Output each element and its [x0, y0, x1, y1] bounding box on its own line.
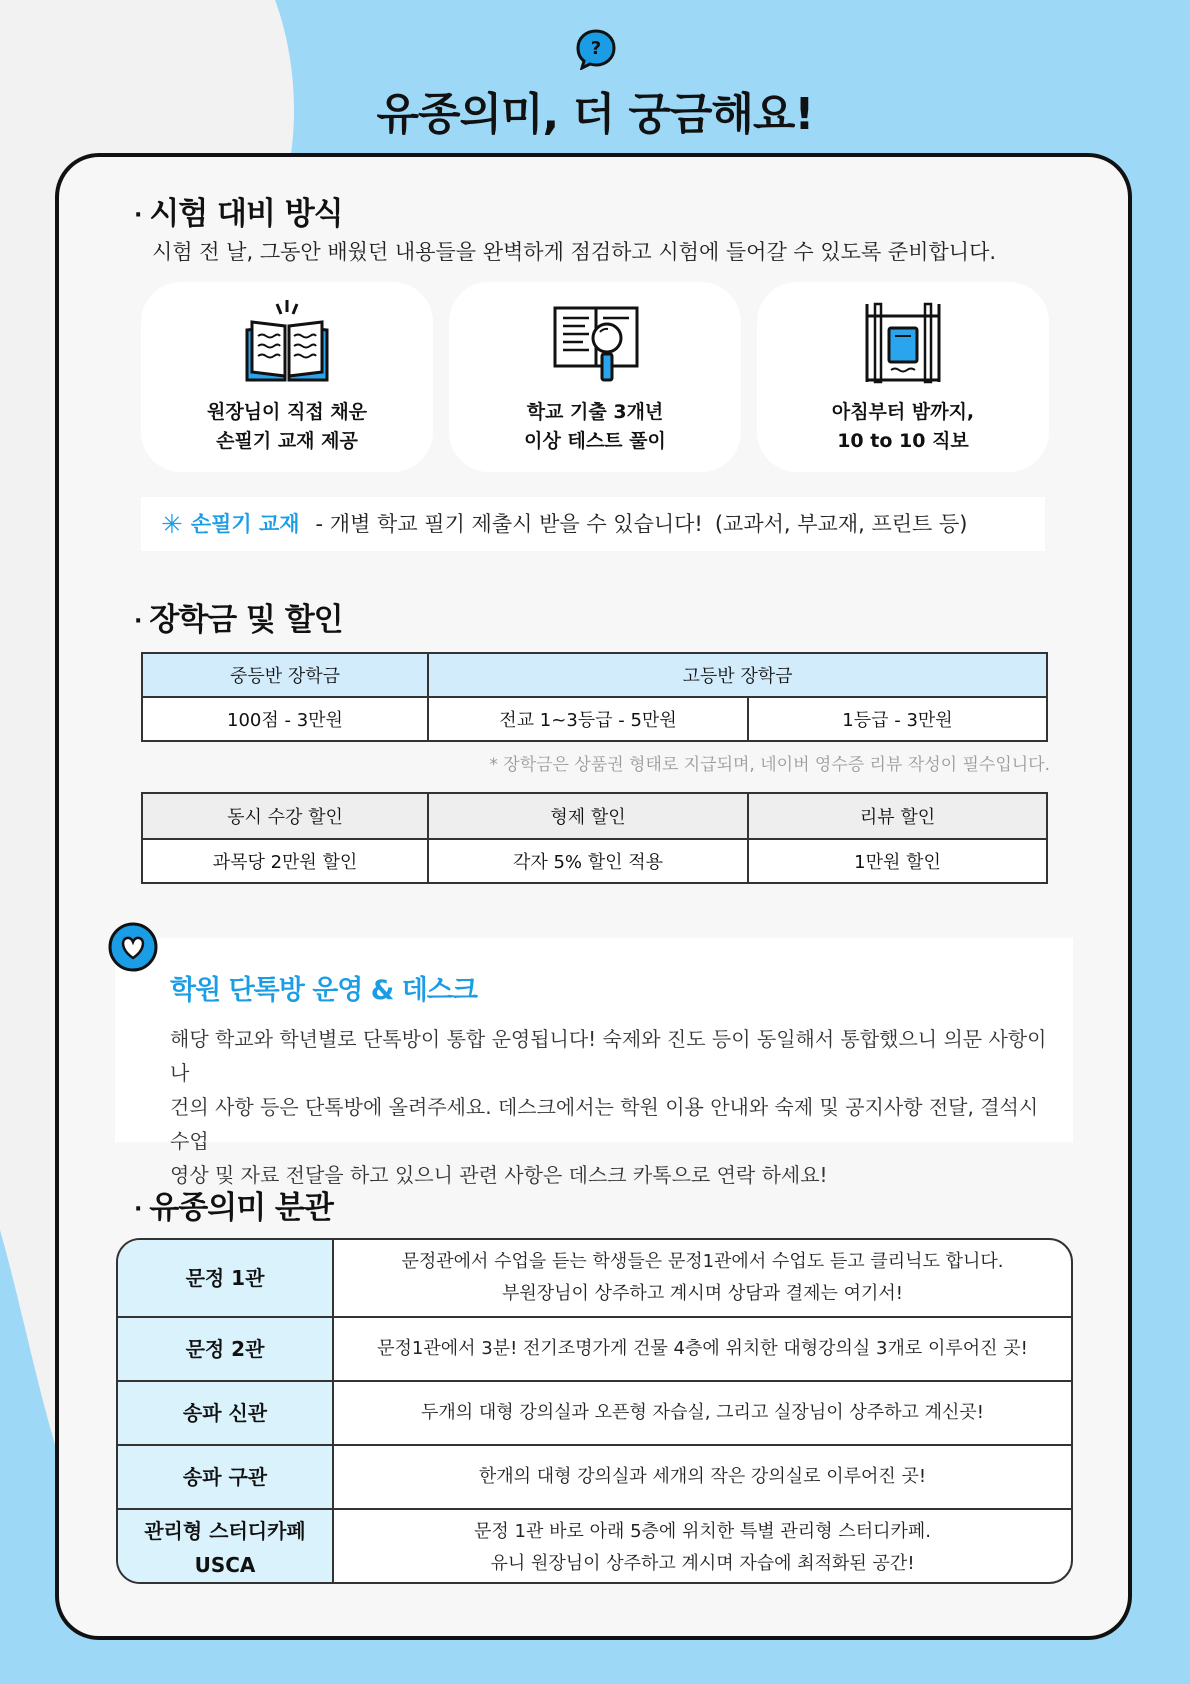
prep-section-title: · 시험 대비 방식 — [134, 196, 343, 232]
feature-card-notebook — [141, 282, 433, 472]
feature-2-line2: 이상 테스트 풀이 — [524, 430, 666, 452]
discount-value-concurrent: 과목당 2만원 할인 — [142, 839, 428, 883]
notebook-note — [141, 497, 1045, 551]
feature-card-study-hours — [757, 282, 1049, 472]
feature-1-line2: 손필기 교재 제공 — [216, 430, 358, 452]
branch-desc: 한개의 대형 강의실과 세개의 작은 강의실로 이루어진 곳! — [478, 1466, 927, 1487]
branch-name: 문정 1관 — [118, 1240, 334, 1316]
branch-row — [118, 1444, 1071, 1508]
heart-icon — [107, 921, 159, 973]
desk-body — [170, 1022, 1050, 1192]
branch-name: 송파 구관 — [118, 1446, 334, 1508]
desk-body-line3: 영상 및 자료 전달을 하고 있으니 관련 사항은 데스크 카톡으로 연락 하세요! — [170, 1163, 828, 1187]
branch-row — [118, 1240, 1071, 1316]
header-middle-school: 중등반 장학금 — [142, 653, 428, 697]
desk-title: 학원 단톡방 운영 & 데스크 — [170, 975, 477, 1006]
branch-name: 관리형 스터디카페 USCA — [118, 1510, 334, 1584]
note-text: - 개별 학교 필기 제출시 받을 수 있습니다! — [315, 512, 703, 536]
note-highlight: 손필기 교재 — [190, 512, 300, 536]
high-school-value-2: 1등급 - 3만원 — [748, 697, 1047, 741]
scholarship-section-title: · 장학금 및 할인 — [134, 602, 343, 638]
discount-value-review: 1만원 할인 — [748, 839, 1047, 883]
scholarship-table — [141, 652, 1048, 742]
discount-table — [141, 792, 1048, 884]
branch-desc: 문정1관에서 3분! 전기조명가게 건물 4층에 위치한 대형강의실 3개로 이루어진 곳! — [377, 1338, 1028, 1359]
branches-section-title: · 유종의미 분관 — [134, 1190, 333, 1226]
feature-2-line1: 학교 기출 3개년 — [526, 401, 664, 423]
feature-3-line2: 10 to 10 직보 — [837, 430, 969, 452]
feature-1-line1: 원장님이 직접 채운 — [206, 401, 368, 423]
branch-row — [118, 1508, 1071, 1584]
question-bubble-icon — [575, 28, 617, 70]
branches-table — [116, 1238, 1073, 1584]
feature-3-line1: 아침부터 밤까지, — [831, 401, 975, 423]
branch-desc: 문정 1관 바로 아래 5층에 위치한 특별 관리형 스터디카페. 유니 원장님이 상주하고 계시며 자습에 최적화된 공간! — [474, 1521, 931, 1574]
branch-desc: 문정관에서 수업을 듣는 학생들은 문정1관에서 수업도 듣고 클리닉도 합니다. 부원장님이 상주하고 계시며 상담과 결제는 여기서! — [401, 1251, 1004, 1304]
discount-header-sibling: 형제 할인 — [428, 793, 748, 839]
question-mark: ? — [590, 38, 602, 59]
branch-desc: 두개의 대형 강의실과 오픈형 자습실, 그리고 실장님이 상주하고 계신곳! — [421, 1402, 984, 1423]
high-school-value-1: 전교 1~3등급 - 5만원 — [428, 697, 748, 741]
desk-body-line2: 건의 사항 등은 단톡방에 올려주세요. 데스크에서는 학원 이용 안내와 숙제 및 공지사항 전달, 결석시 수업 — [170, 1095, 1039, 1153]
book-in-frame-icon — [853, 296, 953, 388]
branch-name: 송파 신관 — [118, 1382, 334, 1444]
desk-body-line1: 해당 학교와 학년별로 단톡방이 통합 운영됩니다! 숙제와 진도 등이 동일해서 통합했으니 의문 사항이나 — [170, 1027, 1047, 1085]
branch-row — [118, 1316, 1071, 1380]
branch-name: 문정 2관 — [118, 1318, 334, 1380]
discount-header-concurrent: 동시 수강 할인 — [142, 793, 428, 839]
document-magnifier-icon — [545, 296, 645, 388]
prep-description: 시험 전 날, 그동안 배웠던 내용들을 완벽하게 점검하고 시험에 들어갈 수 있도록 준비합니다. — [152, 240, 997, 264]
asterisk-icon: ✳ — [161, 510, 183, 540]
middle-school-value: 100점 - 3만원 — [142, 697, 428, 741]
open-book-icon — [237, 296, 337, 388]
branch-row — [118, 1380, 1071, 1444]
feature-card-past-exams — [449, 282, 741, 472]
scholarship-note: * 장학금은 상품권 형태로 지급되며, 네이버 영수증 리뷰 작성이 필수입니다. — [489, 755, 1050, 775]
note-paren: (교과서, 부교재, 프린트 등) — [714, 512, 968, 536]
discount-value-sibling: 각자 5% 할인 적용 — [428, 839, 748, 883]
discount-header-review: 리뷰 할인 — [748, 793, 1047, 839]
page-title: 유종의미, 더 궁금해요! — [376, 89, 814, 140]
header-high-school: 고등반 장학금 — [428, 653, 1047, 697]
